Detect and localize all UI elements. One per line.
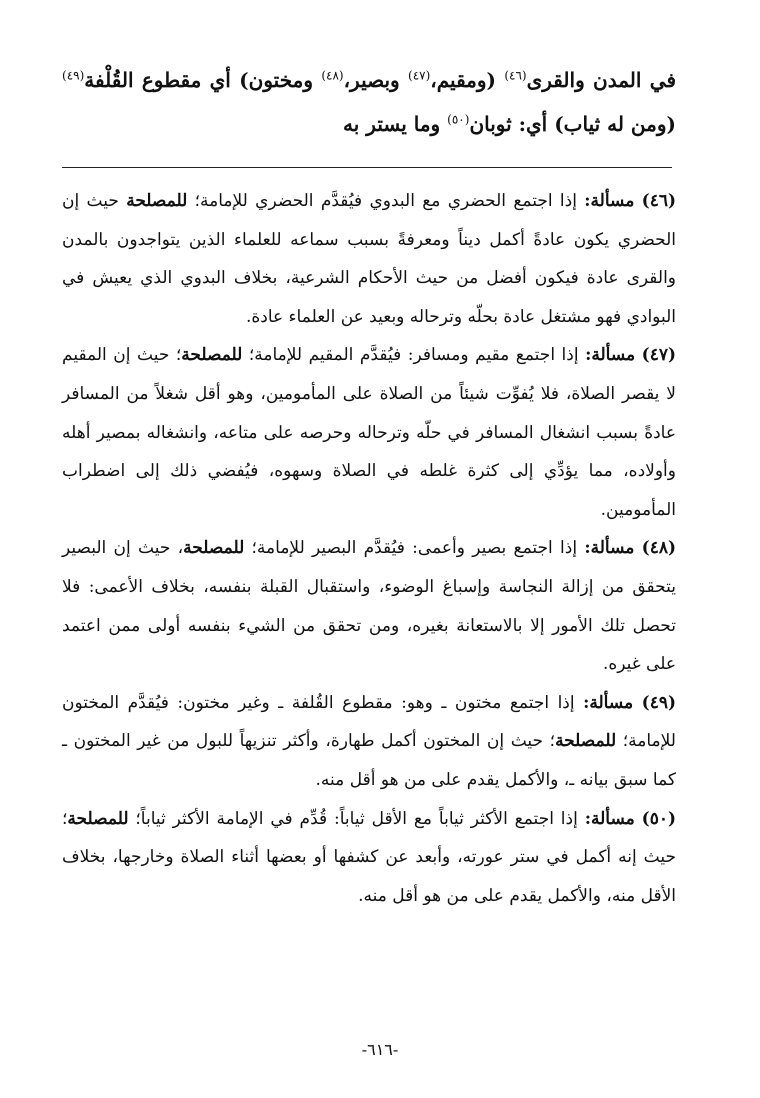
page-number: -٦١٦-	[361, 1040, 399, 1059]
footnote-number: (٥٠)	[641, 808, 676, 829]
footnote-label: مسألة:	[583, 692, 634, 713]
footnote-text: ؛ حيث إن المقيم لا يقصر الصلاة، فلا يُفوِّت شيئاً من الصلاة على المأمومين، وهو أقل شغلاً من المسافر عادةً بسبب انشغال المسافر في حلّه وترحاله وحرصه على متاعه، وانشغاله بمصير أهله وأولاده، مما يؤدِّي إلى كثرة غلطه في الصلاة وسهوه، فيُفضي ذلك إلى اضطراب المأمومين.	[62, 345, 676, 520]
footnote-emphasis: للمصلحة	[183, 538, 245, 559]
footnote-emphasis: للمصلحة	[67, 808, 129, 829]
footnote-ref[interactable]: (٤٨)	[321, 68, 344, 83]
footnote-number: (٤٩)	[641, 692, 676, 713]
footnote-49	[62, 684, 676, 800]
main-text	[62, 58, 676, 146]
footnote-46	[62, 182, 676, 336]
footnote-text: إذا اجتمع الأكثر ثياباً مع الأقل ثياباً: قُدِّم في الإمامة الأكثر ثياباً؛	[128, 808, 585, 829]
footnote-ref[interactable]: (٤٦)	[504, 68, 527, 83]
footnote-text: ؛ حيث إن المختون أكمل طهارة، وأكثر تنزيهاً للبول من غير المختون ـ كما سبق بيانه ـ، والأكمل يقدم على من هو أقل منه.	[62, 731, 676, 790]
footnote-text: إذا اجتمع مختون ـ وهو: مقطوع القُلفة ـ وغير مختون: فيُقدَّم المختون للإمامة؛	[62, 692, 676, 752]
footnote-text: حيث إن الحضري يكون عادةً أكمل ديناً ومعرفةً بسبب سماعه للعلماء الذين يتواجدون بالمدن والقرى عادة فيكون أفضل من حيث الأحكام الشرعية، بخلاف البدوي الذي يعيش في البوادي فهو مشتغل عادة بحلّه وترحاله وبعيد عن العلماء عادة.	[62, 191, 676, 327]
footnote-48	[62, 529, 676, 683]
footnotes-section	[62, 182, 676, 915]
main-text-segment: ومختون) أي مقطوع القُلْفة	[84, 68, 322, 92]
footnote-label: مسألة:	[585, 345, 636, 366]
footnote-number: (٤٦)	[641, 191, 676, 211]
main-text-block	[62, 58, 676, 146]
footnote-text: إذا اجتمع مقيم ومسافر: فيُقدَّم المقيم للإمامة؛	[242, 345, 586, 366]
main-text-segment: وما يستر به	[343, 112, 448, 136]
footnote-text: إذا اجتمع بصير وأعمى: فيُقدَّم البصير للإمامة؛	[244, 538, 585, 559]
footnote-label: مسألة:	[584, 191, 635, 211]
main-text-segment: في المدن والقرى	[526, 68, 677, 92]
footnote-emphasis: للمصلحة	[181, 345, 243, 366]
footnote-number: (٤٧)	[641, 345, 676, 366]
footnote-ref[interactable]: (٤٧)	[408, 68, 431, 83]
footnote-ref[interactable]: (٥٠)	[447, 112, 470, 127]
main-text-segment: وبصير،	[343, 68, 408, 92]
footnote-47	[62, 336, 676, 529]
footnote-emphasis: للمصلحة	[126, 191, 188, 211]
main-text-segment: (ومقيم،	[430, 68, 505, 92]
footnote-label: مسألة:	[584, 808, 635, 829]
footnote-text: ، حيث إن البصير يتحقق من إزالة النجاسة وإسباغ الوضوء، واستقبال القبلة بنفسه، بخلاف الأعمى: فلا تحصل تلك الأمور إلا بالاستعانة بغيره، ومن تحقق من الشيء بنفسه أولى ممن اعتمد على غيره.	[62, 538, 676, 675]
footnote-text: إذا اجتمع الحضري مع البدوي فيُقدَّم الحضري للإمامة؛	[187, 191, 585, 211]
footnote-label: مسألة:	[584, 538, 635, 559]
footnote-number: (٤٨)	[641, 538, 677, 559]
footnote-ref[interactable]: (٤٩)	[62, 68, 85, 83]
footnote-emphasis: للمصلحة	[555, 731, 617, 752]
main-text-segment: (ومن له ثياب) أي: ثوبان	[469, 112, 676, 136]
footnote-text: ؛ حيث إنه أكمل في ستر عورته، وأبعد عن كشفها أو بعضها أثناء الصلاة وخارجها، بخلاف الأقل منه، والأكمل يقدم على من هو أقل منه.	[62, 808, 676, 906]
footnote-50	[62, 800, 676, 916]
footnote-divider	[62, 167, 672, 168]
